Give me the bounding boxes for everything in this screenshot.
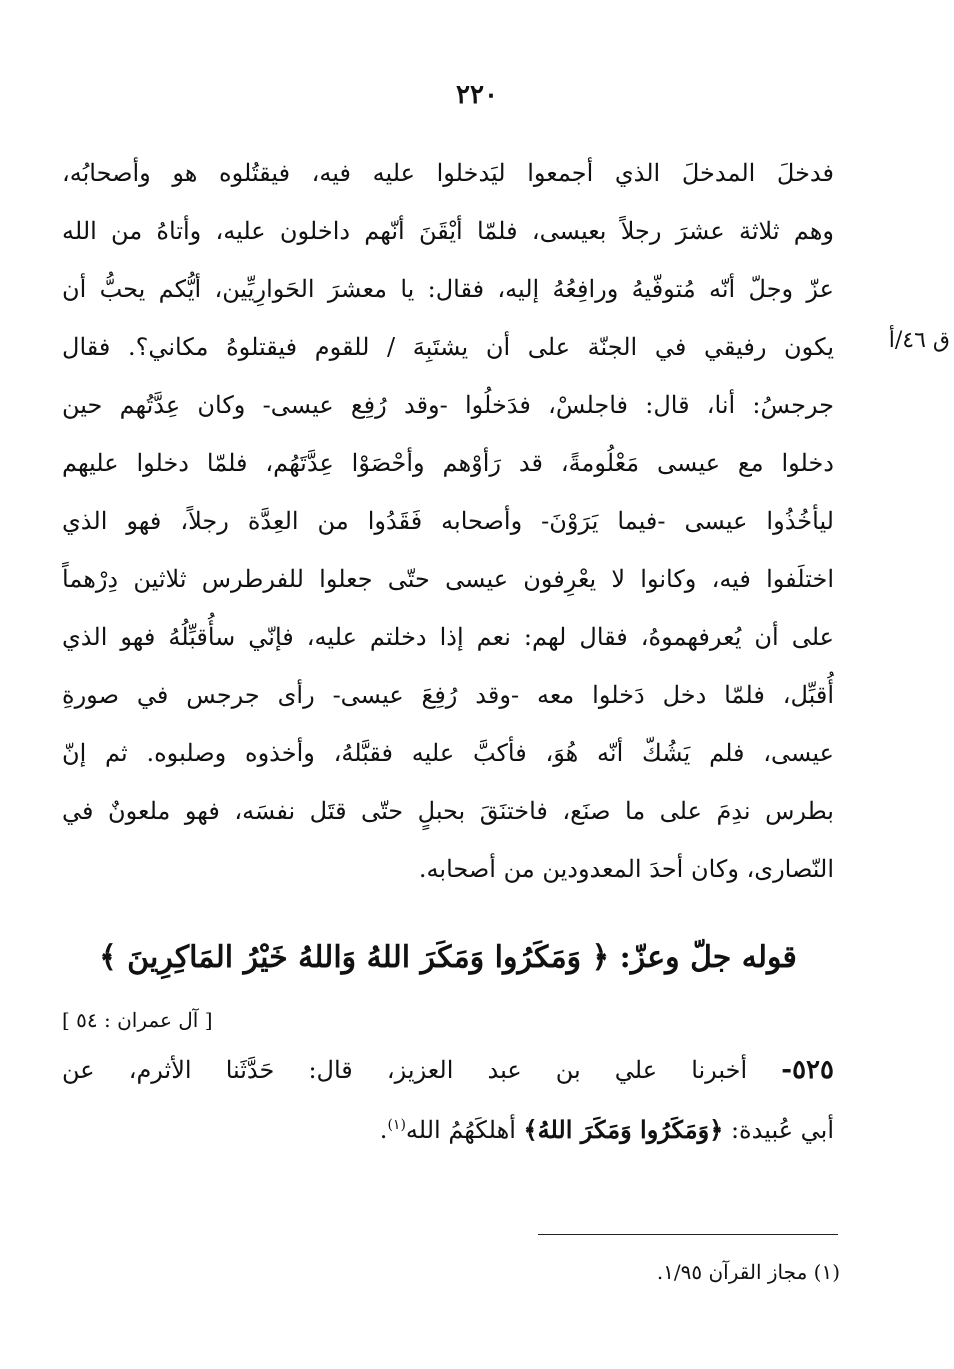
footnote: (١) مجاز القرآن ١/٩٥. [656, 1260, 840, 1284]
footnote-marker: (١) [387, 1117, 406, 1133]
verse-heading [62, 928, 834, 988]
quran-quote: ﴿وَمَكَرُوا وَمَكَرَ اللهُ﴾ [523, 1115, 724, 1144]
text-line: بطرس ندِمَ على ما صنَع، فاختنَقَ بحبلٍ حتّى قتَل نفسَه، فهو ملعونٌ في [62, 797, 834, 825]
text-line: النّصارى، وكان أحدَ المعدودين من أصحابه. [418, 855, 834, 883]
hadith-text: أبي عُبيدة: [730, 1116, 834, 1144]
text-line: ليأخُذُوا عيسى -فيما يَرَوْنَ- وأصحابه فَقَدُوا من العِدَّة رجلاً، فهو الذي [62, 507, 834, 535]
manuscript-folio-note: ق ٤٦/أ [888, 328, 950, 353]
hadith-line-1 [62, 1040, 834, 1100]
page-number: ٢٢٠ [456, 80, 498, 110]
quran-verse: ﴿ وَمَكَرُوا وَمَكَرَ اللهُ وَاللهُ خَيْرُ المَاكِرِينَ ﴾ [99, 940, 610, 975]
text-line: يكون رفيقي في الجنّة على أن يشتَبِهَ / للقوم فيقتلوهُ مكاني؟. فقال [62, 333, 834, 361]
heading-prefix: قوله جلّ وعزّ: [619, 940, 797, 975]
text-line: فدخلَ المدخلَ الذي أجمعوا ليَدخلوا عليه فيه، فيقتُلوه هو وأصحابُه، [62, 159, 834, 187]
text-line: عزّ وجلّ أنّه مُتوفّيهُ ورافِعُهُ إليه، فقال: يا معشرَ الحَوارِيِّين، أيُّكم يحبُّ أن [62, 275, 834, 303]
text-line: اختلَفوا فيه، وكانوا لا يعْرِفون عيسى حتّى جعلوا للفرطرس ثلاثين دِرْهماً [62, 565, 834, 593]
hadith-number: ٥٢٥- [781, 1055, 834, 1085]
text-line: أُقبِّل، فلمّا دخل دَخلوا معه -وقد رُفِعَ عيسى- رأى جرجس في صورةِ [62, 681, 834, 709]
text-line: دخلوا مع عيسى مَعْلُومةً، قد رَأوْهم وأحْصَوْا عِدَّتَهُم، فلمّا دخلوا عليهم [62, 449, 834, 477]
verse-reference: [ آل عمران : ٥٤ ] [62, 1008, 213, 1032]
text-line: على أن يُعرفهموهُ، فقال لهم: نعم إذا دخلتم عليه، فإنّي سأُقبِّلُهُ فهو الذي [62, 623, 834, 651]
hadith-line-2 [62, 1100, 834, 1160]
main-paragraph [62, 144, 834, 898]
text-line: وهم ثلاثة عشرَ رجلاً بعيسى، فلمّا أيْقَنَ أنّهم داخلون عليه، وأتاهُ من الله [62, 217, 834, 245]
hadith-text-end: . [379, 1116, 388, 1144]
footnote-divider [538, 1234, 838, 1235]
text-line: عيسى، فلم يَشُكّ أنّه هُوَ، فأكبَّ عليه فقبَّلهُ، وأخذوه وصلبوه. ثم إنّ [62, 739, 834, 767]
hadith-text: أخبرنا علي بن عبد العزيز، قال: حَدَّثَنا الأثرم، عن [62, 1056, 748, 1084]
hadith-text: أهلكَهُمُ الله [405, 1116, 516, 1144]
text-line: جرجسُ: أنا، قال: فاجلسْ، فدَخلُوا -وقد رُفِع عيسى- وكان عِدَّتُهم حين [62, 391, 834, 419]
hadith-entry [62, 1040, 834, 1160]
